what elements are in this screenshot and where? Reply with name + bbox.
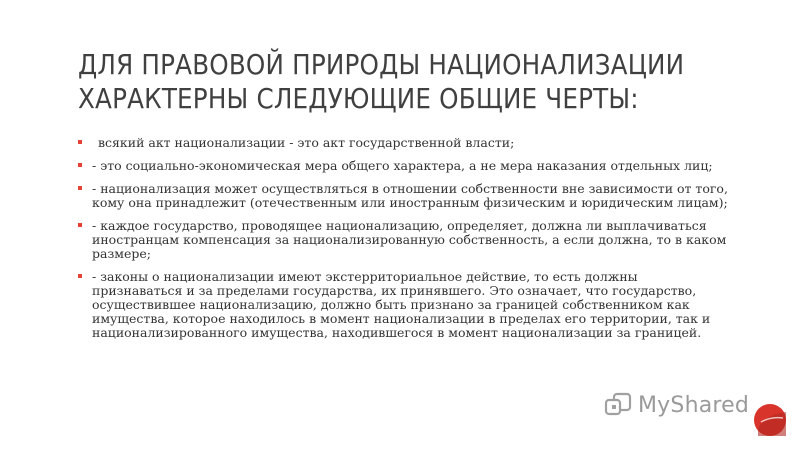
bullet-item xyxy=(78,182,728,210)
myshared-logo-text: MyShared xyxy=(638,392,750,418)
bullet-item xyxy=(78,159,728,173)
myshared-logo-icon xyxy=(604,391,632,419)
bullet-text: - национализация может осуществляться в отношении собственности вне зависимости от того, кому она принадлежит (отечественным или иностранным физическим и юридическим лицам); xyxy=(92,181,728,210)
slide-title-line: ДЛЯ ПРАВОВОЙ ПРИРОДЫ НАЦИОНАЛИЗАЦИИ xyxy=(78,48,685,81)
page-curl-icon xyxy=(752,402,788,438)
bullet-list xyxy=(78,136,728,349)
bullet-square-icon xyxy=(78,186,82,190)
bullet-text: - каждое государство, проводящее национализацию, определяет, должна ли выплачиваться иностранцам компенсация за национализированную собственность, а если должна, то в каком размере; xyxy=(92,218,727,261)
bullet-item xyxy=(78,270,728,340)
slide-title xyxy=(78,48,685,116)
slide-title-line: ХАРАКТЕРНЫ СЛЕДУЮЩИЕ ОБЩИЕ ЧЕРТЫ: xyxy=(78,82,639,115)
bullet-square-icon xyxy=(78,163,82,167)
bullet-text: - законы о национализации имеют экстерриториальное действие, то есть должны признаваться и за пределами государства, их принявшего. Это означает, что государство, осуществившее национализацию, должно быть признано за границей собственником как имущества, которое находилось в момент национализации в пределах его территории, так и национализированного имущества, находившегося в момент национализации за границей. xyxy=(92,269,711,340)
bullet-item xyxy=(78,219,728,261)
bullet-square-icon xyxy=(78,223,82,227)
bullet-text: всякий акт национализации - это акт государственной власти; xyxy=(98,135,515,150)
bullet-square-icon xyxy=(78,140,82,144)
bullet-text: - это социально-экономическая мера общего характера, а не мера наказания отдельных лиц; xyxy=(92,158,713,173)
myshared-watermark[interactable] xyxy=(604,388,749,422)
bullet-square-icon xyxy=(78,274,82,278)
bullet-item xyxy=(78,136,728,150)
